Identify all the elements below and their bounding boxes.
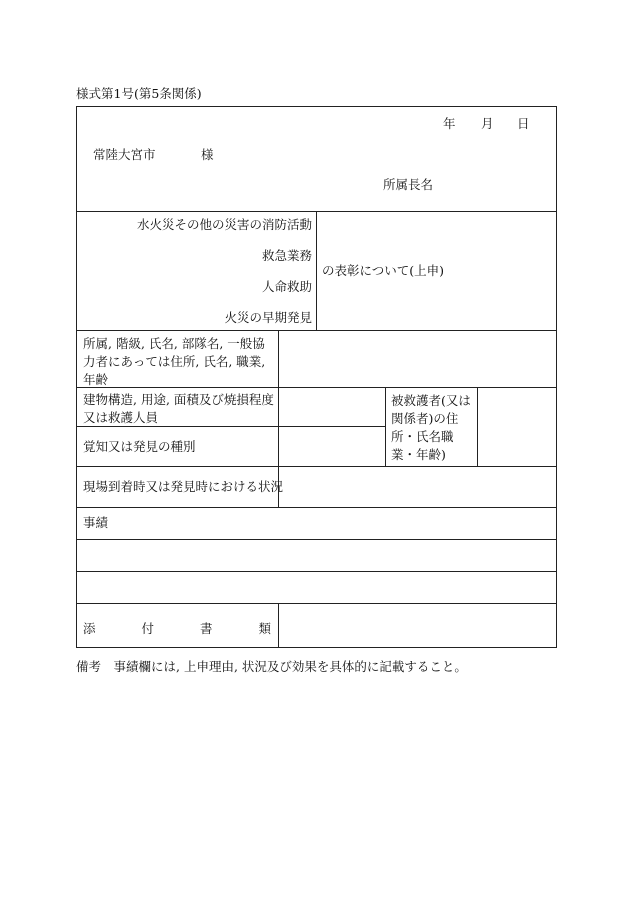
sender-name-label: 所属長名: [383, 177, 434, 192]
attachments-char-4: 類: [258, 621, 271, 636]
subject-item-fire-activity: 水火災その他の災害の消防活動: [136, 217, 312, 232]
divider-subject: [316, 211, 317, 330]
building-label: 建物構造, 用途, 面積及び焼損程度又は救護人員: [83, 392, 274, 425]
rule-situation-bottom: [77, 507, 556, 508]
attachments-char-2: 付: [141, 621, 154, 636]
rule-achievements-3: [77, 603, 556, 604]
subject-item-lifesaving: 人命救助: [261, 279, 312, 294]
subject-item-early-detection: 火災の早期発見: [224, 310, 312, 325]
commendation-form: [76, 106, 557, 648]
rule-achievements-1: [77, 539, 556, 540]
achievements-label: 事績: [83, 515, 109, 530]
discovery-type-label: 覚知又は発見の種別: [83, 439, 196, 454]
rule-subject-bottom: [77, 330, 556, 331]
affiliation-label: 所属, 階級, 氏名, 部隊名, 一般協力者にあっては住所, 氏名, 職業, 年齢: [83, 336, 266, 387]
date-day: 日: [517, 116, 530, 131]
attachments-char-1: 添: [83, 621, 96, 636]
subject-suffix: の表彰について(上申): [322, 263, 445, 278]
divider-rescued-right: [477, 387, 478, 466]
addressee-honorific: 様: [201, 147, 214, 162]
remarks-note: 備考 事績欄には, 上申理由, 状況及び効果を具体的に記載すること。: [76, 659, 467, 674]
rule-achievements-2: [77, 571, 556, 572]
attachments-label: [83, 619, 271, 637]
form-number-label: 様式第1号(第5条関係): [76, 86, 202, 101]
date-month: 月: [481, 116, 494, 131]
rescued-person-label: 被救護者(又は関係者)の住所・氏名職業・年齢): [391, 393, 471, 462]
divider-attachments: [278, 603, 279, 647]
situation-label: 現場到着時又は発見時における状況: [83, 479, 284, 494]
attachments-char-3: 書: [199, 621, 213, 636]
divider-rescued-left: [385, 387, 386, 466]
subject-item-emergency: 救急業務: [261, 248, 312, 263]
addressee-city: 常陸大宮市: [93, 147, 156, 162]
date-year: 年: [443, 116, 456, 131]
rule-discovery-bottom: [77, 466, 556, 467]
